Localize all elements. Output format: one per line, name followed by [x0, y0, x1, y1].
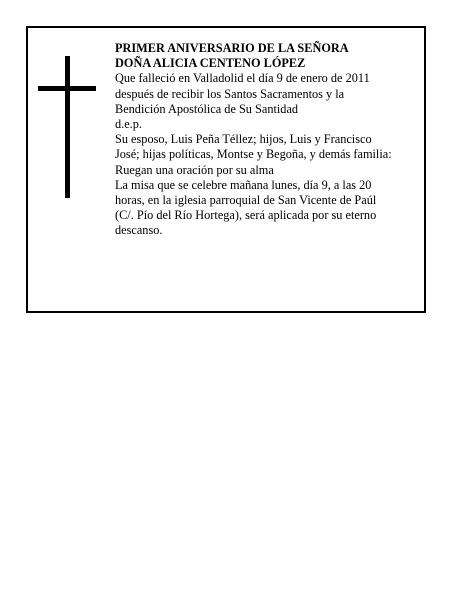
notice-body-line: d.e.p.: [115, 117, 142, 132]
notice-body-line: José; hijas políticas, Montse y Begoña, y demás familia:: [115, 147, 392, 162]
notice-body-line: horas, en la iglesia parroquial de San Vicente de Paúl: [115, 193, 377, 208]
notice-body-line: después de recibir los Santos Sacramentos y la: [115, 86, 345, 101]
notice-body-line: Ruegan una oración por su alma: [115, 162, 274, 177]
notice-body-line: Su esposo, Luis Peña Téllez; hijos, Luis y Francisco: [115, 132, 372, 147]
cross-icon: [38, 56, 96, 198]
obituary-notice-frame: [26, 26, 426, 313]
notice-body-line: La misa que se celebre mañana lunes, día 9, a las 20: [115, 177, 372, 192]
notice-title-line: PRIMER ANIVERSARIO DE LA SEÑORA: [115, 41, 349, 55]
cross-vertical-bar: [65, 56, 70, 198]
notice-title-line: DOÑA ALICIA CENTENO LÓPEZ: [115, 56, 306, 71]
cross-horizontal-bar: [38, 86, 96, 91]
notice-body-line: (C/. Pío del Río Hortega), será aplicada por su eterno: [115, 208, 377, 223]
notice-body-line: Que falleció en Valladolid el día 9 de enero de 2011: [115, 71, 370, 86]
notice-body-line: descanso.: [115, 223, 163, 238]
notice-text: [115, 41, 423, 239]
notice-body-line: Bendición Apostólica de Su Santidad: [115, 101, 299, 116]
